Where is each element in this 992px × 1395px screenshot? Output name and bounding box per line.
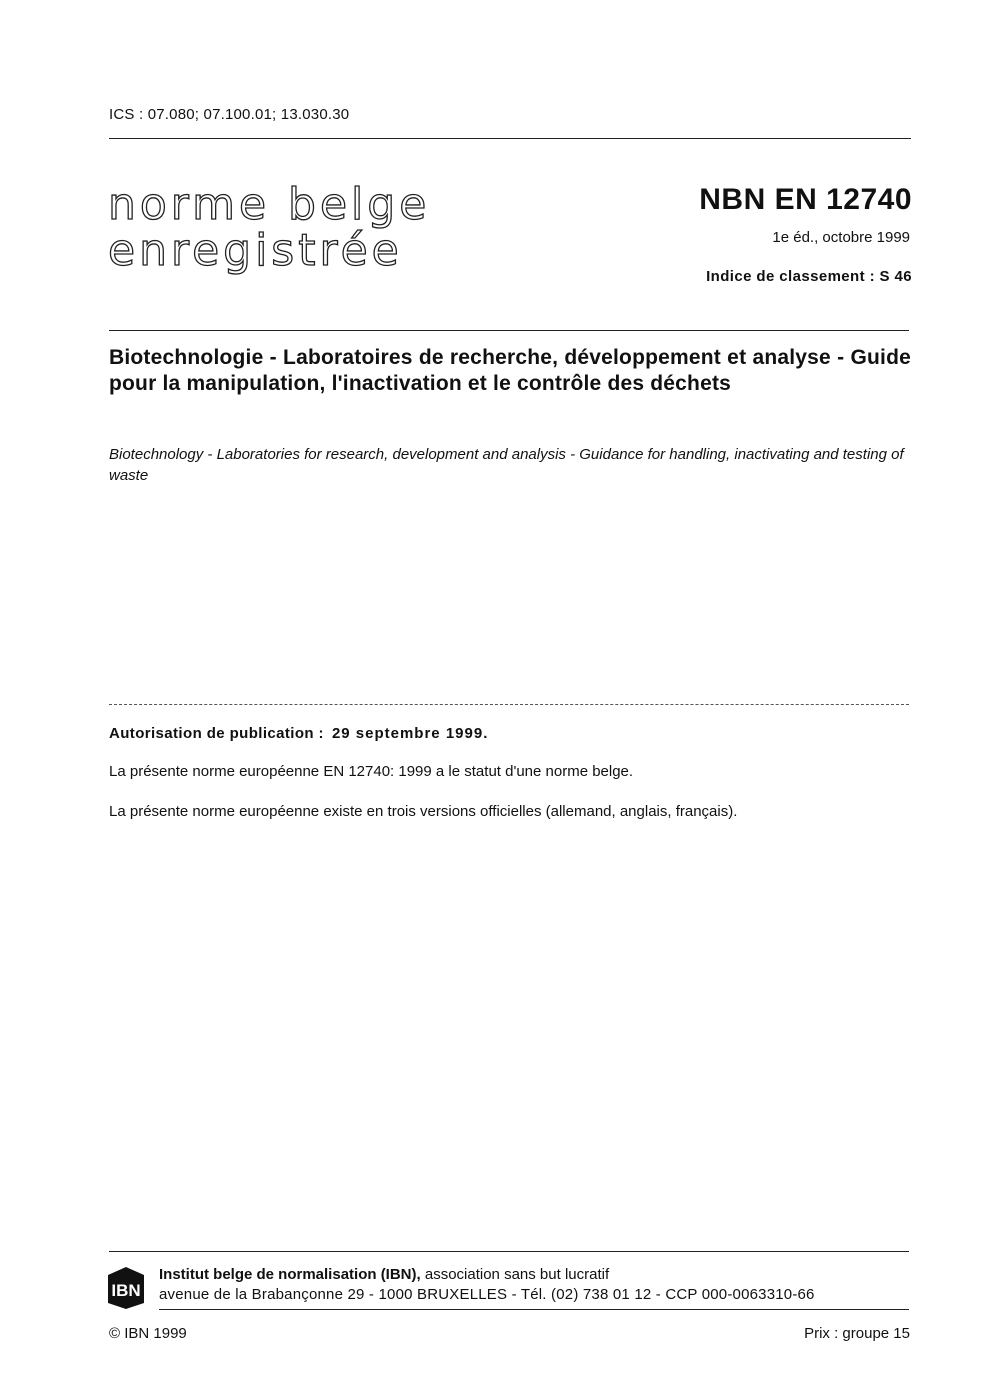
versions-paragraph: La présente norme européenne existe en trois versions officielles (allemand, anglais, français). xyxy=(109,803,738,820)
address-divider xyxy=(159,1309,909,1310)
top-divider xyxy=(109,138,911,139)
institute-description: association sans but lucratif xyxy=(420,1266,610,1283)
institute-address: avenue de la Brabançonne 29 - 1000 BRUXELLES - Tél. (02) 738 01 12 - CCP 000-0063310-66 xyxy=(159,1286,815,1303)
copyright: © IBN 1999 xyxy=(109,1325,187,1342)
classification-index: Indice de classement : S 46 xyxy=(706,268,912,285)
standard-number: NBN EN 12740 xyxy=(699,183,912,216)
institute-name: Institut belge de normalisation (IBN), xyxy=(159,1266,421,1283)
status-paragraph: La présente norme européenne EN 12740: 1999 a le statut d'une norme belge. xyxy=(109,763,634,780)
price-group: Prix : groupe 15 xyxy=(804,1325,910,1342)
logo-text: IBN xyxy=(111,1281,141,1300)
document-title-french: Biotechnologie - Laboratoires de recherche, développement et analyse - Guide pour la manipulation, l'inactivation et le contrôle des déchets xyxy=(109,346,911,395)
ics-codes: ICS : 07.080; 07.100.01; 13.030.30 xyxy=(109,106,350,123)
title-divider xyxy=(109,330,909,331)
authorization-label: Autorisation de publication : xyxy=(109,725,324,742)
document-type-title xyxy=(108,179,431,276)
publication-authorization xyxy=(109,725,488,742)
document-title-english: Biotechnology - Laboratories for research, development and analysis - Guidance for handling, inactivating and testing of waste xyxy=(109,446,904,484)
authorization-date: 29 septembre 1999. xyxy=(331,725,489,742)
edition-info: 1e éd., octobre 1999 xyxy=(772,229,910,246)
authorization-divider xyxy=(109,704,909,705)
footer-divider xyxy=(109,1251,909,1252)
document-type-line-2: enregistrée xyxy=(108,225,403,276)
document-type-line-1: norme belge xyxy=(108,179,431,230)
institute-line xyxy=(159,1266,609,1283)
ibn-logo xyxy=(104,1265,148,1311)
